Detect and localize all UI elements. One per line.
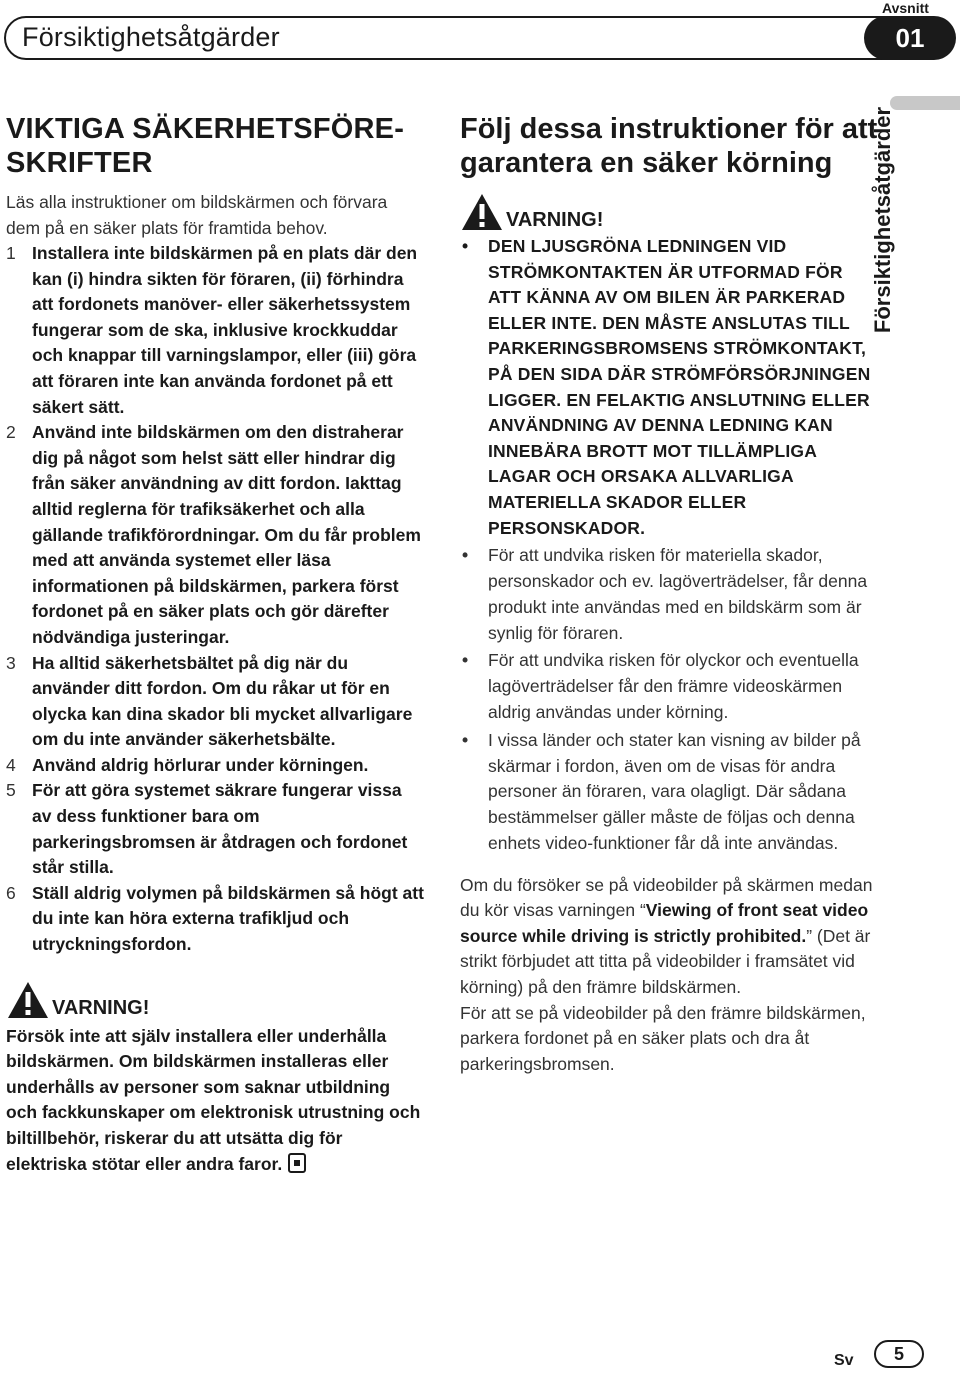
video-warning-paragraph — [460, 873, 878, 1001]
item-text: Använd aldrig hörlurar under körningen. — [32, 754, 369, 775]
warning-title: VARNING! — [52, 996, 150, 1019]
safety-heading: VIKTIGA SÄKERHETSFÖRE-SKRIFTER — [6, 113, 405, 179]
item-number: 2 — [6, 422, 16, 443]
page-number: 5 — [874, 1340, 924, 1368]
list-item — [6, 241, 424, 420]
para-text: ” (Det är strikt förbjudet att titta på videobilder i framsätet vid körning) på den främre bildskärmen. — [460, 925, 871, 998]
item-number: 4 — [6, 754, 16, 775]
list-item: • DEN LJUSGRÖNA LEDNINGEN VID STRÖMKONTAKTEN ÄR UTFORMAD FÖR ATT KÄNNA AV OM BILEN ÄR PARKERAD ELLER INTE. DEN MÅSTE ANSLUTAS TILL PARKERINGSBROMSENS STRÖMKONTAKT, PÅ DEN SIDA DÄR STRÖMFÖRSÖRJNINGEN LIGGER. EN FELAKTIG ANSLUTNING ELLER ANVÄNDNING AV DENNA LEDNING KAN INNEBÄRA BROTT MOT TILLÄMPLIGA LAGAR OCH ORSAKA ALLVARLIGA MATERIELLA SKADOR ELLER PERSONSKADOR. — [460, 234, 878, 541]
warning-triangle-icon — [460, 192, 504, 232]
warning-bullets — [460, 234, 878, 857]
page-title: Försiktighetsåtgärder — [22, 22, 280, 52]
warning-text-body: Försök inte att själv installera eller underhålla bildskärmen. Om bildskärmen installeras eller underhålls av personer som saknar utbildning och fackkunskaper om elektronisk utrustning och biltillbehör, riskerar du att utsätta dig för elektriska stötar eller andra faror. — [6, 1025, 421, 1174]
list-item — [6, 651, 424, 753]
warning-header — [6, 980, 424, 1020]
item-text: Ställ aldrig volymen på bildskärmen så högt att du inte kan höra externa trafikljud och utryckningsfordon. — [32, 882, 424, 955]
list-item — [6, 753, 424, 779]
list-item: • För att undvika risken för olyckor och eventuella lagöverträdelser får den främre videoskärmen aldrig användas under körning. — [460, 648, 878, 725]
item-text: Installera inte bildskärmen på en plats där den kan (i) hindra sikten för föraren, (ii) förhindra att fordonets manöver- eller säkerhetssystem fungerar som de ska, inklusive krockkuddar och knappar till varningslampor, eller (iii) göra att föraren inte kan använda fordonet på ett säkert sätt. — [32, 243, 418, 417]
end-mark-icon — [288, 1153, 306, 1173]
warning-triangle-icon — [6, 980, 50, 1020]
warning-text — [6, 1024, 424, 1178]
list-item: • I vissa länder och stater kan visning av bilder på skärmar i fordon, även om de visas för andra personer än föraren, vara olagligt. Där sådana bestämmelser gäller måste de följas och denna enhets video-funktioner får då inte användas. — [460, 728, 878, 857]
warning-message-text: Viewing of front seat video source while driving is strictly prohibited. — [460, 900, 869, 946]
safety-rules-list — [6, 241, 424, 958]
section-label: Avsnitt — [882, 0, 929, 16]
list-item — [6, 420, 424, 650]
item-number: 6 — [6, 882, 16, 903]
left-column — [6, 112, 424, 1177]
driving-heading: Följ dessa instruktioner för att garantera en säker körning — [460, 113, 878, 179]
item-text: För att göra systemet säkrare fungerar vissa av dess funktioner bara om parkeringsbromsen är åtdragen och fordonet står stilla. — [32, 780, 408, 878]
item-text: Använd inte bildskärmen om den distraherar dig på något som helst sätt eller hindrar dig från säker användning av ditt fordon. Iakttag alltid reglerna för trafiksäkerhet och alla gällande trafikförordningar. Om du får problem med att använda systemet eller läsa informationen på bildskärmen, parkera först fordonet på en säker plats och gör därefter nödvändiga justeringar. — [32, 422, 421, 647]
intro-text: Läs alla instruktioner om bildskärmen och förvara dem på en säker plats för framtida behov. — [6, 192, 388, 238]
list-item — [6, 881, 424, 958]
section-number-badge: 01 — [864, 16, 956, 60]
list-item — [6, 778, 424, 880]
warning-header — [460, 192, 878, 232]
item-text: Ha alltid säkerhetsbältet på dig när du använder ditt fordon. Om du råkar ut för en olycka kan dina skador bli mycket allvarligare om du inte använder säkerhetsbälte. — [32, 652, 413, 750]
item-number: 1 — [6, 243, 16, 263]
right-column — [460, 112, 878, 1077]
warning-title: VARNING! — [506, 209, 604, 231]
item-number: 3 — [6, 652, 16, 673]
side-section-label-text: Försiktighetsåtgärder — [870, 106, 895, 334]
parking-paragraph: För att se på videobilder på den främre bildskärmen, parkera fordonet på en säker plats och dra åt parkeringsbromsen. — [460, 1002, 866, 1074]
side-tab-marker — [890, 96, 960, 110]
list-item: • För att undvika risken för materiella skador, personskador och ev. lagöverträdelser, får denna produkt inte användas med en bildskärm som är synlig för föraren. — [460, 543, 878, 646]
language-label: Sv — [834, 1352, 854, 1369]
para-text: Om du försöker se på videobilder på skärmen medan du kör visas varningen “ — [460, 874, 873, 921]
item-number: 5 — [6, 780, 16, 801]
